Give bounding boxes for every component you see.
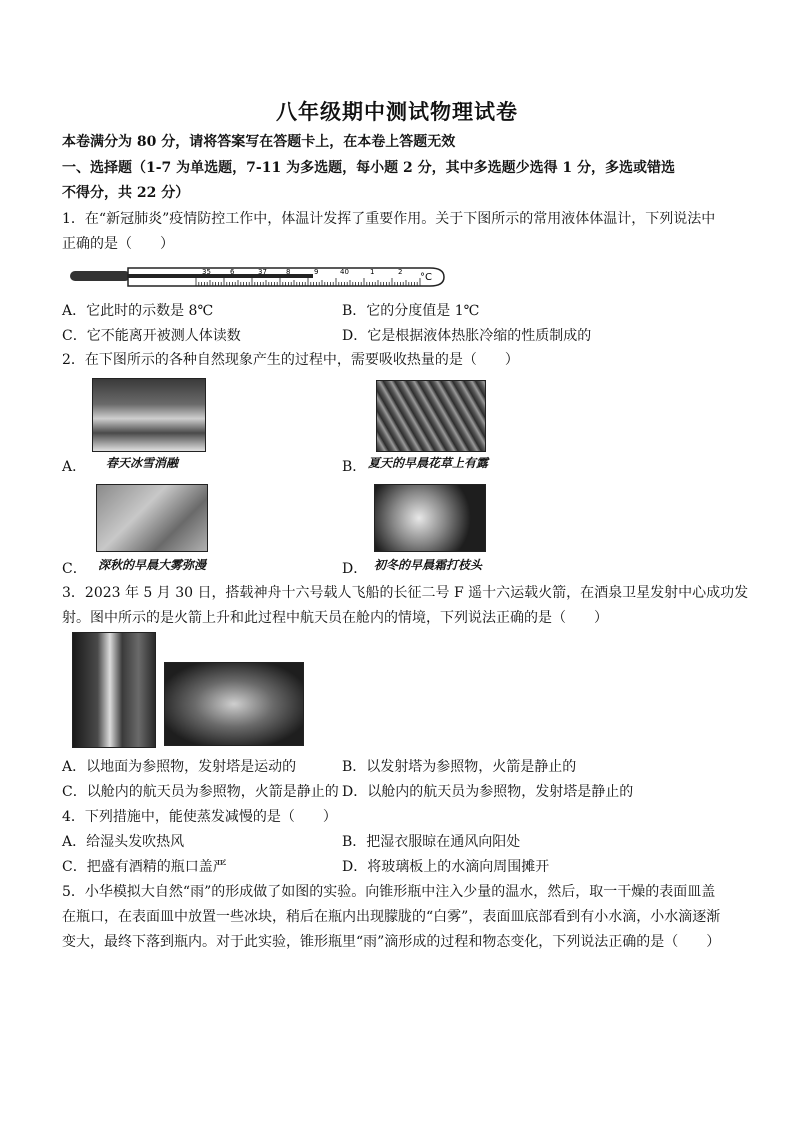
photo-rocket-launch <box>72 632 156 748</box>
section1-heading-line1: 一、选择题（1-7 为单选题，7-11 为多选题，每小题 2 分，其中多选题少选得 1 分，多选或错选 <box>62 160 676 176</box>
q3-option-a: A．以地面为参照物，发射塔是运动的 <box>62 759 297 775</box>
q2-stem: 2．在下图所示的各种自然现象产生的过程中，需要吸收热量的是（ ） <box>62 352 519 368</box>
scale-label-41: 1 <box>370 268 375 276</box>
q5-stem-line2: 在瓶口，在表面皿中放置一些冰块，稍后在瓶内出现朦胧的“白雾”，表面皿底部看到有小水滴，小水滴逐渐 <box>62 909 721 925</box>
q5-stem-line3: 变大，最终下落到瓶内。对于此实验，锥形瓶里“雨”滴形成的过程和物态变化，下列说法正确的是（ ） <box>62 934 721 950</box>
section1-heading-line2: 不得分，共 22 分） <box>62 185 190 201</box>
q4-stem: 4．下列措施中，能使蒸发减慢的是（ ） <box>62 809 337 825</box>
scale-label-39: 9 <box>314 268 319 276</box>
q1-stem-line2: 正确的是（ ） <box>62 236 174 252</box>
thermometer-bulb <box>70 271 130 281</box>
q4-option-c: C．把盛有酒精的瓶口盖严 <box>62 859 227 875</box>
q2-option-b-letter: B． <box>342 459 367 475</box>
photo-astronauts-in-cabin <box>164 662 304 746</box>
q2-caption-c: 深秋的早晨大雾弥漫 <box>98 558 207 572</box>
thermometer-svg <box>68 264 448 290</box>
q2-caption-b: 夏天的早晨花草上有露 <box>368 456 489 470</box>
photo-ice-melting <box>92 378 206 452</box>
exam-notice: 本卷满分为 80 分，请将答案写在答题卡上，在本卷上答题无效 <box>62 134 456 150</box>
q2-caption-a: 春天冰雪消融 <box>106 456 179 470</box>
photo-frost-on-branch <box>374 484 486 552</box>
q1-option-a: A．它此时的示数是 8℃ <box>62 303 214 319</box>
thermometer-figure <box>68 264 448 290</box>
q1-option-b: B．它的分度值是 1℃ <box>342 303 480 319</box>
q3-stem-line1: 3．2023 年 5 月 30 日，搭载神舟十六号载人飞船的长征二号 F 遥十六运载火箭，在酒泉卫星发射中心成功发 <box>62 585 749 601</box>
q3-option-d: D．以舱内的航天员为参照物，发射塔是静止的 <box>342 784 634 800</box>
scale-label-36: 6 <box>230 268 235 276</box>
q2-caption-d: 初冬的早晨霜打枝头 <box>374 558 483 572</box>
q1-stem-line1: 1．在“新冠肺炎”疫情防控工作中，体温计发挥了重要作用。关于下图所示的常用液体体温计，下列说法中 <box>62 211 716 227</box>
q4-option-a: A．给湿头发吹热风 <box>62 834 185 850</box>
q2-option-a-letter: A． <box>62 459 87 475</box>
scale-label-37: 37 <box>258 268 267 276</box>
q2-option-d-letter: D． <box>342 561 368 577</box>
exam-title: 八年级期中测试物理试卷 <box>276 99 518 124</box>
scale-label-42: 2 <box>398 268 403 276</box>
photo-dew-on-grass <box>376 380 486 452</box>
scale-label-35: 35 <box>202 268 211 276</box>
q2-option-c-letter: C． <box>62 561 87 577</box>
scale-unit: °C <box>420 272 432 283</box>
q4-option-d: D．将玻璃板上的水滴向周围摊开 <box>342 859 550 875</box>
photo-fog <box>96 484 208 552</box>
q3-stem-line2: 射。图中所示的是火箭上升和此过程中航天员在舱内的情境，下列说法正确的是（ ） <box>62 610 608 626</box>
scale-label-40: 40 <box>340 268 349 276</box>
q3-option-c: C．以舱内的航天员为参照物，火箭是静止的 <box>62 784 339 800</box>
scale-label-38: 8 <box>286 268 291 276</box>
q1-option-d: D．它是根据液体热胀冷缩的性质制成的 <box>342 328 592 344</box>
q3-option-b: B．以发射塔为参照物，火箭是静止的 <box>342 759 577 775</box>
q1-option-c: C．它不能离开被测人体读数 <box>62 328 241 344</box>
q5-stem-line1: 5．小华模拟大自然“雨”的形成做了如图的实验。向锥形瓶中注入少量的温水，然后，取一干燥的表面皿盖 <box>62 884 716 900</box>
q4-option-b: B．把湿衣服晾在通风向阳处 <box>342 834 521 850</box>
